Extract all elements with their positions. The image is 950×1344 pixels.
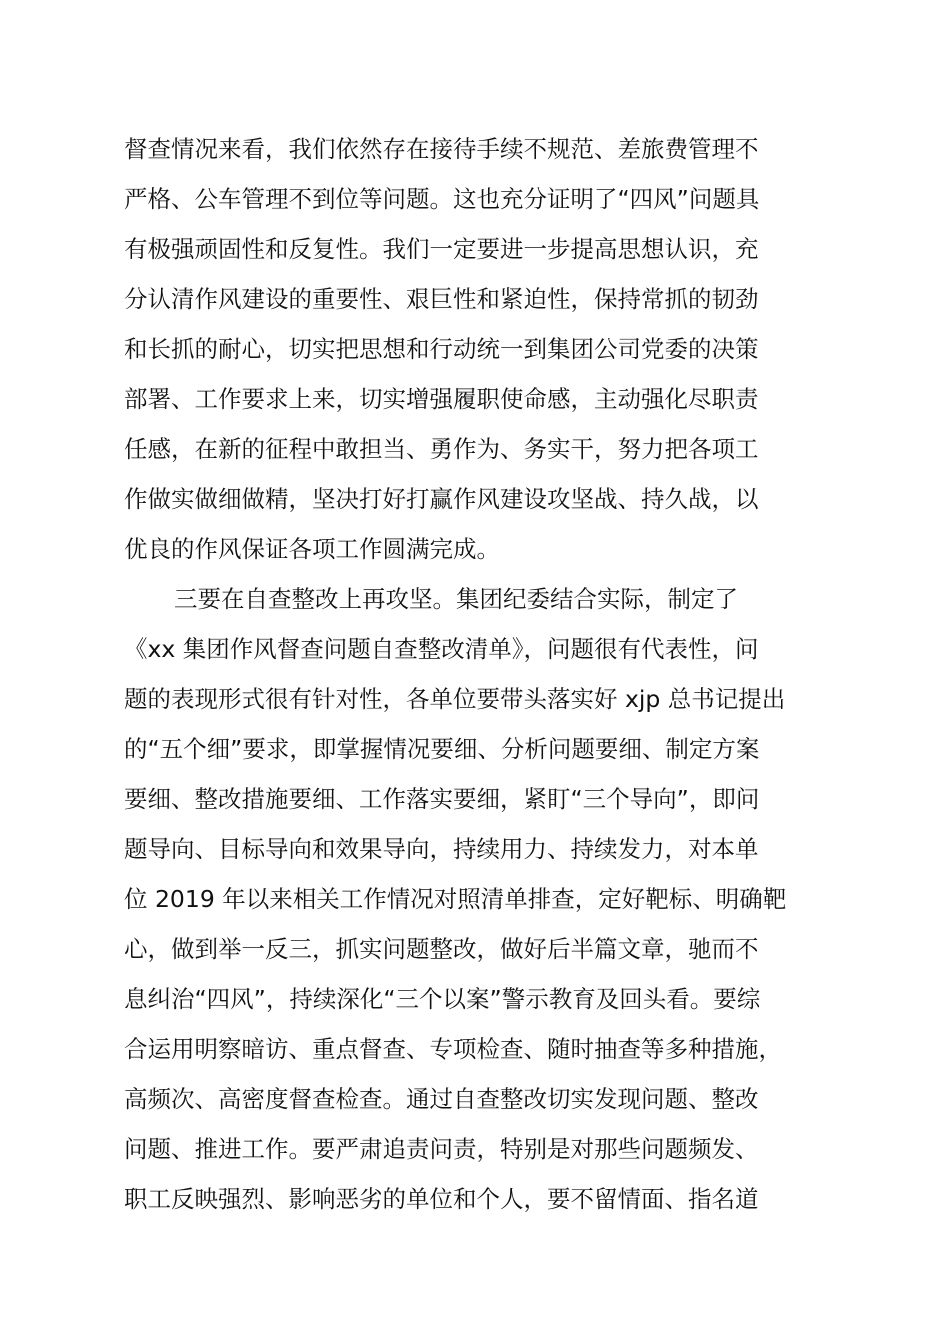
text-line: 《xx 集团作风督查问题自查整改清单》，问题很有代表性，问 <box>124 635 759 663</box>
text-line: 合运用明察暗访、重点督查、专项检查、随时抽查等多种措施， <box>124 1035 782 1063</box>
text-line: 和长抓的耐心，切实把思想和行动统一到集团公司党委的决策 <box>124 335 759 363</box>
text-line: 分认清作风建设的重要性、艰巨性和紧迫性，保持常抓的韧劲 <box>124 285 759 313</box>
text-line: 要细、整改措施要细、工作落实要细，紧盯“三个导向”，即问 <box>124 785 760 813</box>
text-line: 息纠治“四风”，持续深化“三个以案”警示教育及回头看。要综 <box>124 985 761 1013</box>
text-line: 高频次、高密度督查检查。通过自查整改切实发现问题、整改 <box>124 1085 759 1113</box>
text-line: 题导向、目标导向和效果导向，持续用力、持续发力，对本单 <box>124 835 759 863</box>
text-line: 任感，在新的征程中敢担当、勇作为、务实干，努力把各项工 <box>124 435 759 463</box>
text-line: 严格、公车管理不到位等问题。这也充分证明了“四风”问题具 <box>124 185 760 213</box>
text-line: 有极强顽固性和反复性。我们一定要进一步提高思想认识，充 <box>124 235 759 263</box>
text-line: 作做实做细做精，坚决打好打赢作风建设攻坚战、持久战，以 <box>124 485 759 513</box>
text-line: 的“五个细”要求，即掌握情况要细、分析问题要细、制定方案 <box>124 735 760 763</box>
text-line: 问题、推进工作。要严肃追责问责，特别是对那些问题频发、 <box>124 1135 759 1163</box>
paragraph-first-line: 三要在自查整改上再攻坚。集团纪委结合实际，制定了 <box>174 585 738 613</box>
text-line: 职工反映强烈、影响恶劣的单位和个人，要不留情面、指名道 <box>124 1185 759 1213</box>
text-line: 心，做到举一反三，抓实问题整改，做好后半篇文章，驰而不 <box>124 935 759 963</box>
text-line: 优良的作风保证各项工作圆满完成。 <box>124 535 500 563</box>
text-line: 题的表现形式很有针对性，各单位要带头落实好 xjp 总书记提出 <box>124 685 786 713</box>
text-line: 督查情况来看，我们依然存在接待手续不规范、差旅费管理不 <box>124 135 759 163</box>
text-line: 位 2019 年以来相关工作情况对照清单排查，定好靶标、明确靶 <box>124 885 787 913</box>
text-line: 部署、工作要求上来，切实增强履职使命感，主动强化尽职责 <box>124 385 759 413</box>
